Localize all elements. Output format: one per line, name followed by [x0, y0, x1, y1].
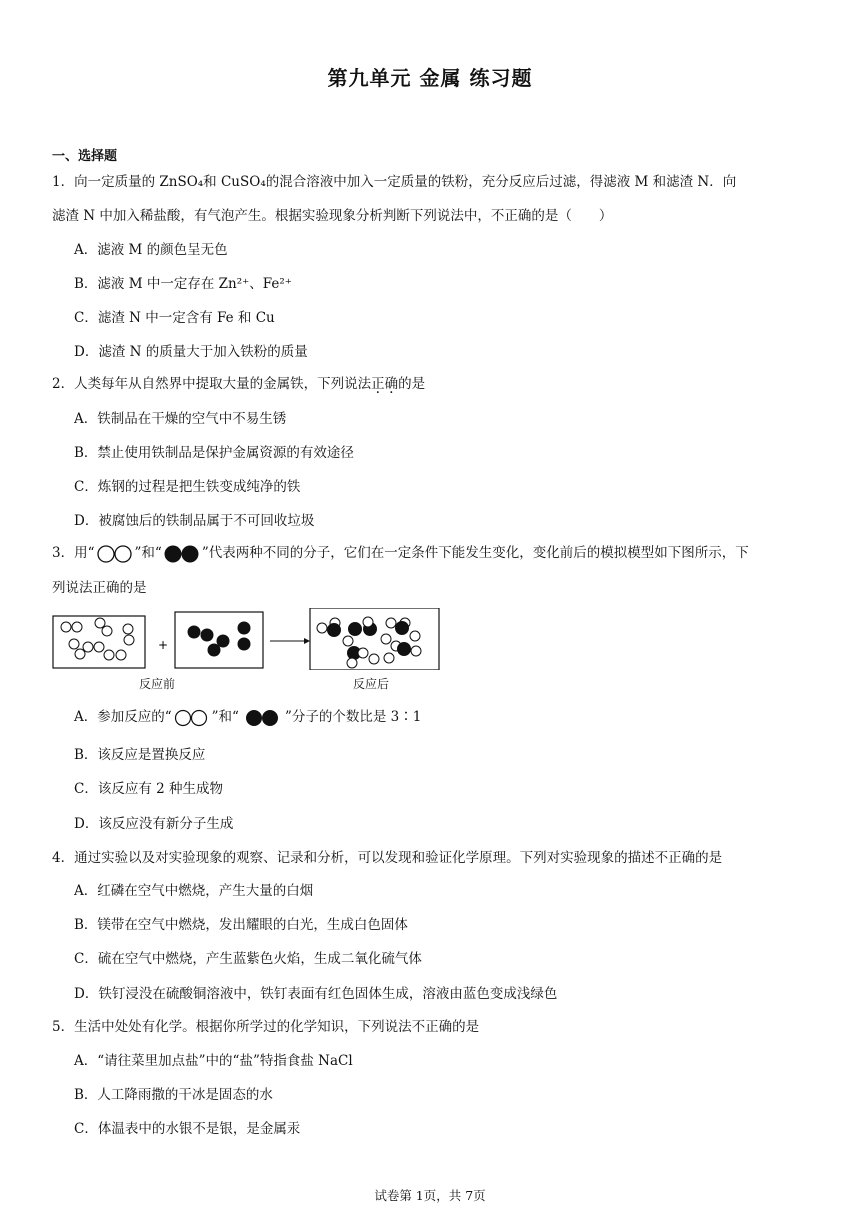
black-molecule-icon — [162, 544, 202, 564]
q2-option-a: A．铁制品在干燥的空气中不易生锈 — [74, 411, 287, 427]
q3-line1-b: ”和“ — [134, 545, 162, 561]
q5-line1: 5．生活中处处有化学。根据你所学过的化学知识，下列说法不正确的是 — [52, 1019, 480, 1035]
q3-option-c: C．该反应有 2 种生成物 — [74, 781, 224, 797]
black-molecule-icon — [239, 708, 285, 728]
q3-option-a — [74, 707, 421, 728]
q4-option-a: A．红磷在空气中燃烧，产生大量的白烟 — [74, 883, 314, 899]
q5-option-a: A．“请往菜里加点盐”中的“盐”特指食盐 NaCl — [74, 1053, 353, 1069]
reaction-diagram — [52, 608, 452, 670]
q4-line1: 4．通过实验以及对实验现象的观察、记录和分析，可以发现和验证化学原理。下列对实验现象的描述不正确的是 — [52, 850, 723, 866]
figure-label-before: 反应前 — [139, 677, 176, 691]
q1-line2: 滤渣 N 中加入稀盐酸，有气泡产生。根据实验现象分析判断下列说法中，不正确的是（ ） — [52, 208, 613, 224]
q1-line1: 1．向一定质量的 ZnSO₄和 CuSO₄的混合溶液中加入一定质量的铁粉，充分反应后过滤，得滤液 M 和滤渣 N．向 — [52, 174, 737, 190]
q2-option-b: B．禁止使用铁制品是保护金属资源的有效途径 — [74, 445, 354, 461]
white-molecule-icon — [95, 544, 135, 564]
q4-option-c: C．硫在空气中燃烧，产生蓝紫色火焰，生成二氧化硫气体 — [74, 951, 422, 967]
q2-stem-pre: 2．人类每年从自然界中提取大量的金属铁，下列说法 — [52, 376, 372, 392]
section-heading: 一、选择题 — [52, 149, 118, 164]
q3-line1 — [52, 543, 749, 564]
q2-emphasis-1: 正 — [371, 376, 385, 392]
q2-emphasis-2: 确 — [384, 376, 399, 392]
q3-line2: 列说法正确的是 — [52, 580, 147, 596]
q4-option-b: B．镁带在空气中燃烧，发出耀眼的白光，生成白色固体 — [74, 917, 408, 933]
page-title: 第九单元 金属 练习题 — [327, 66, 533, 90]
q4-option-d: D．铁钉浸没在硫酸铜溶液中，铁钉表面有红色固体生成，溶液由蓝色变成浅绿色 — [74, 986, 558, 1002]
q2-option-c: C．炼钢的过程是把生铁变成纯净的铁 — [74, 479, 301, 495]
q1-option-b: B．滤液 M 中一定存在 Zn²⁺、Fe²⁺ — [74, 276, 292, 292]
q3-option-a-text-3: ”分子的个数比是 3∶1 — [284, 709, 422, 725]
q1-option-c: C．滤渣 N 中一定含有 Fe 和 Cu — [74, 310, 275, 326]
white-molecule-icon — [172, 708, 212, 728]
q3-option-b: B．该反应是置换反应 — [74, 747, 206, 763]
q3-option-d: D．该反应没有新分子生成 — [74, 816, 234, 832]
page-footer: 试卷第 1页，共 7页 — [374, 1188, 486, 1203]
q5-option-c: C．体温表中的水银不是银，是金属汞 — [74, 1121, 301, 1137]
q1-option-a: A．滤液 M 的颜色呈无色 — [74, 242, 228, 258]
q3-line1-c: ”代表两种不同的分子，它们在一定条件下能发生变化，变化前后的模拟模型如下图所示，下 — [201, 545, 749, 561]
q1-option-d: D．滤渣 N 的质量大于加入铁粉的质量 — [74, 344, 308, 360]
q3-option-a-text-2: ”和“ — [211, 709, 239, 725]
q3-line1-a: 3．用“ — [52, 545, 95, 561]
reaction-figure — [52, 608, 452, 691]
q3-option-a-text-1: A．参加反应的“ — [74, 709, 172, 725]
q2-stem-post: 的是 — [398, 376, 426, 392]
q2-stem — [52, 374, 425, 394]
q2-option-d: D．被腐蚀后的铁制品属于不可回收垃圾 — [74, 513, 315, 529]
q5-option-b: B．人工降雨撒的干冰是固态的水 — [74, 1087, 273, 1103]
svg-text:+: + — [158, 638, 169, 652]
figure-label-after: 反应后 — [353, 677, 390, 691]
